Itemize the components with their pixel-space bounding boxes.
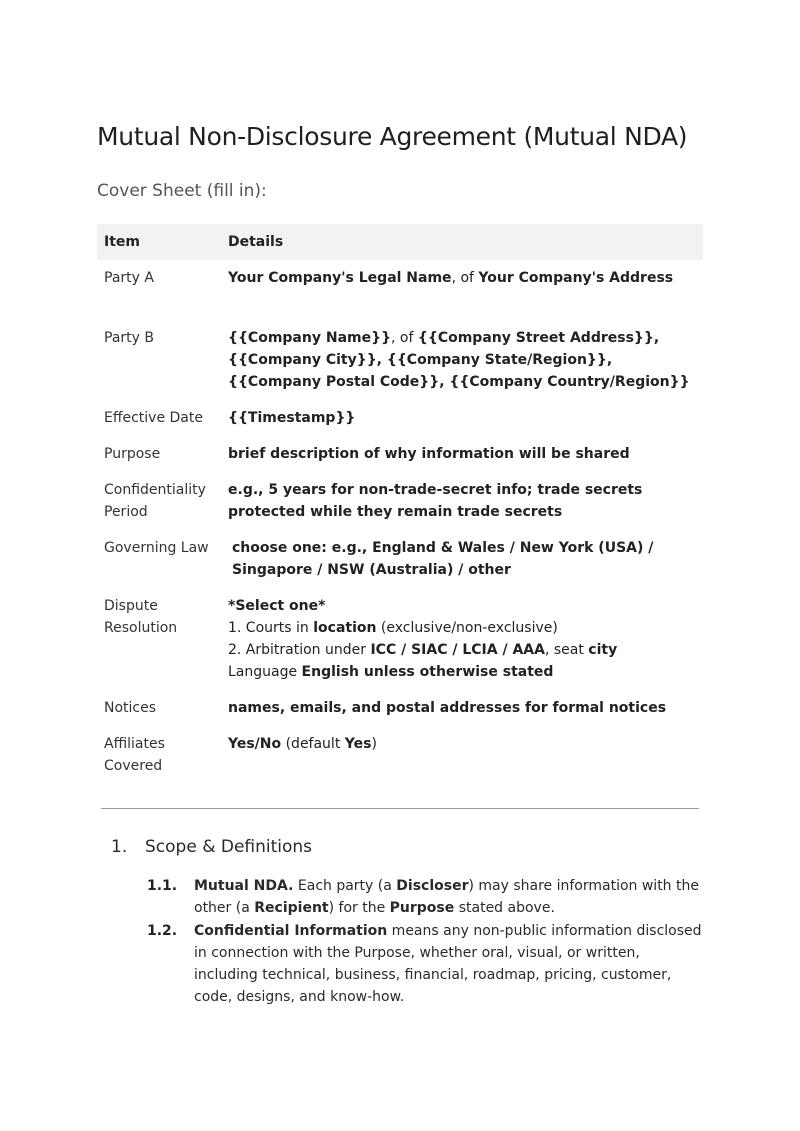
affiliates-default-value: Yes (344, 736, 372, 752)
purpose-label: Purpose (104, 446, 161, 462)
clause-1-1-t4: ) may share information with the other (a (194, 878, 699, 917)
horizontal-divider (101, 808, 699, 809)
notices-value: names, emails, and postal addresses for formal notices (228, 700, 667, 716)
table-header-row (97, 224, 703, 260)
governing-law-label: Governing Law (104, 540, 209, 556)
governing-law-value: choose one: e.g., England & Wales / New York (USA) / Singapore / NSW (Australia) / other (232, 540, 654, 578)
section-1-clauses (147, 875, 703, 1009)
dispute-l1-c: (exclusive/non-exclusive) (376, 620, 558, 636)
dispute-select: *Select one* (228, 598, 326, 614)
dispute-line-1 (228, 617, 696, 639)
section-1-title: Scope & Definitions (145, 837, 313, 857)
clause-1-2 (147, 920, 703, 1009)
dispute-l1-location: location (313, 620, 377, 636)
affiliates-yes-no: Yes/No (228, 736, 282, 752)
table-row-party-a (97, 260, 703, 320)
clause-1-1-recipient: Recipient (254, 900, 329, 917)
table-row-confidentiality (97, 472, 703, 530)
confidentiality-label: Confidentiality Period (104, 482, 206, 520)
effective-date-label: Effective Date (104, 410, 203, 426)
table-row-purpose (97, 436, 703, 472)
table-row-party-b (97, 320, 703, 400)
party-a-details (221, 260, 703, 320)
header-details: Details (221, 224, 703, 260)
party-a-address: Your Company's Address (478, 270, 674, 286)
dispute-line-3 (228, 661, 696, 683)
cover-sheet-subtitle: Cover Sheet (fill in): (97, 181, 267, 201)
dispute-l3-language: English unless otherwise stated (301, 664, 554, 680)
affiliates-label: Affiliates Covered (104, 736, 165, 774)
dispute-l1-a: 1. Courts in (228, 620, 314, 636)
table-row-effective-date (97, 400, 703, 436)
clause-1-1-t6: ) for the (328, 900, 390, 917)
party-a-sep: , of (451, 270, 479, 286)
dispute-label: Dispute Resolution (104, 598, 178, 636)
clause-1-1-t1: Mutual NDA. (194, 878, 294, 894)
clause-1-2-t2: means any non-public information disclosed in connection with the Purpose, whether oral, visual, or written, including technical, business, financial, roadmap, pricing, customer, code, designs, and know-how. (194, 922, 702, 1006)
clause-1-1-t8: stated above. (454, 900, 555, 917)
section-1-number: 1. (111, 837, 128, 857)
header-item: Item (97, 224, 221, 260)
party-b-label: Party B (104, 330, 154, 346)
table-row-notices (97, 690, 703, 726)
clause-1-2-text (194, 920, 703, 1009)
affiliates-close-paren: ) (371, 736, 377, 752)
clause-1-1-discloser: Discloser (396, 878, 469, 894)
affiliates-details (221, 726, 703, 784)
party-b-address: {{Company Street Address}}, {{Company City}}, {{Company State/Region}}, {{Company Postal Code}}, {{Company Country/Region}} (228, 330, 690, 390)
clause-1-1-number: 1.1. (147, 878, 178, 894)
clause-1-1-text (194, 875, 703, 920)
dispute-l2-city: city (588, 642, 618, 658)
page-title: Mutual Non-Disclosure Agreement (Mutual NDA) (97, 122, 688, 151)
table-row-dispute (97, 588, 703, 690)
party-b-details (221, 320, 703, 400)
dispute-l2-a: 2. Arbitration under (228, 642, 371, 658)
clause-1-1-purpose: Purpose (389, 900, 455, 917)
table-row-governing-law (97, 530, 703, 588)
dispute-line-2 (228, 639, 696, 661)
clause-1-2-t1: Confidential Information (194, 922, 388, 939)
purpose-value: brief description of why information will be shared (228, 446, 630, 462)
effective-date-value: {{Timestamp}} (228, 410, 356, 426)
clause-1-1 (147, 875, 703, 920)
party-a-name: Your Company's Legal Name (228, 270, 452, 286)
clause-1-1-t2: Each party (a (293, 878, 397, 894)
party-b-sep: , of (391, 330, 418, 346)
section-1-heading (111, 837, 312, 857)
dispute-details (221, 588, 703, 690)
dispute-l2-institutions: ICC / SIAC / LCIA / AAA (370, 642, 545, 658)
cover-sheet-table (97, 224, 703, 784)
table-row-affiliates (97, 726, 703, 784)
dispute-l3-a: Language (228, 664, 302, 680)
party-a-label: Party A (104, 270, 154, 286)
notices-label: Notices (104, 700, 157, 716)
confidentiality-value: e.g., 5 years for non-trade-secret info; trade secrets protected while they remain trade secrets (228, 482, 643, 520)
dispute-l2-c: , seat (544, 642, 589, 658)
affiliates-default-text: (default (281, 736, 345, 752)
party-b-name: {{Company Name}} (228, 330, 392, 346)
clause-1-2-number: 1.2. (147, 922, 178, 939)
